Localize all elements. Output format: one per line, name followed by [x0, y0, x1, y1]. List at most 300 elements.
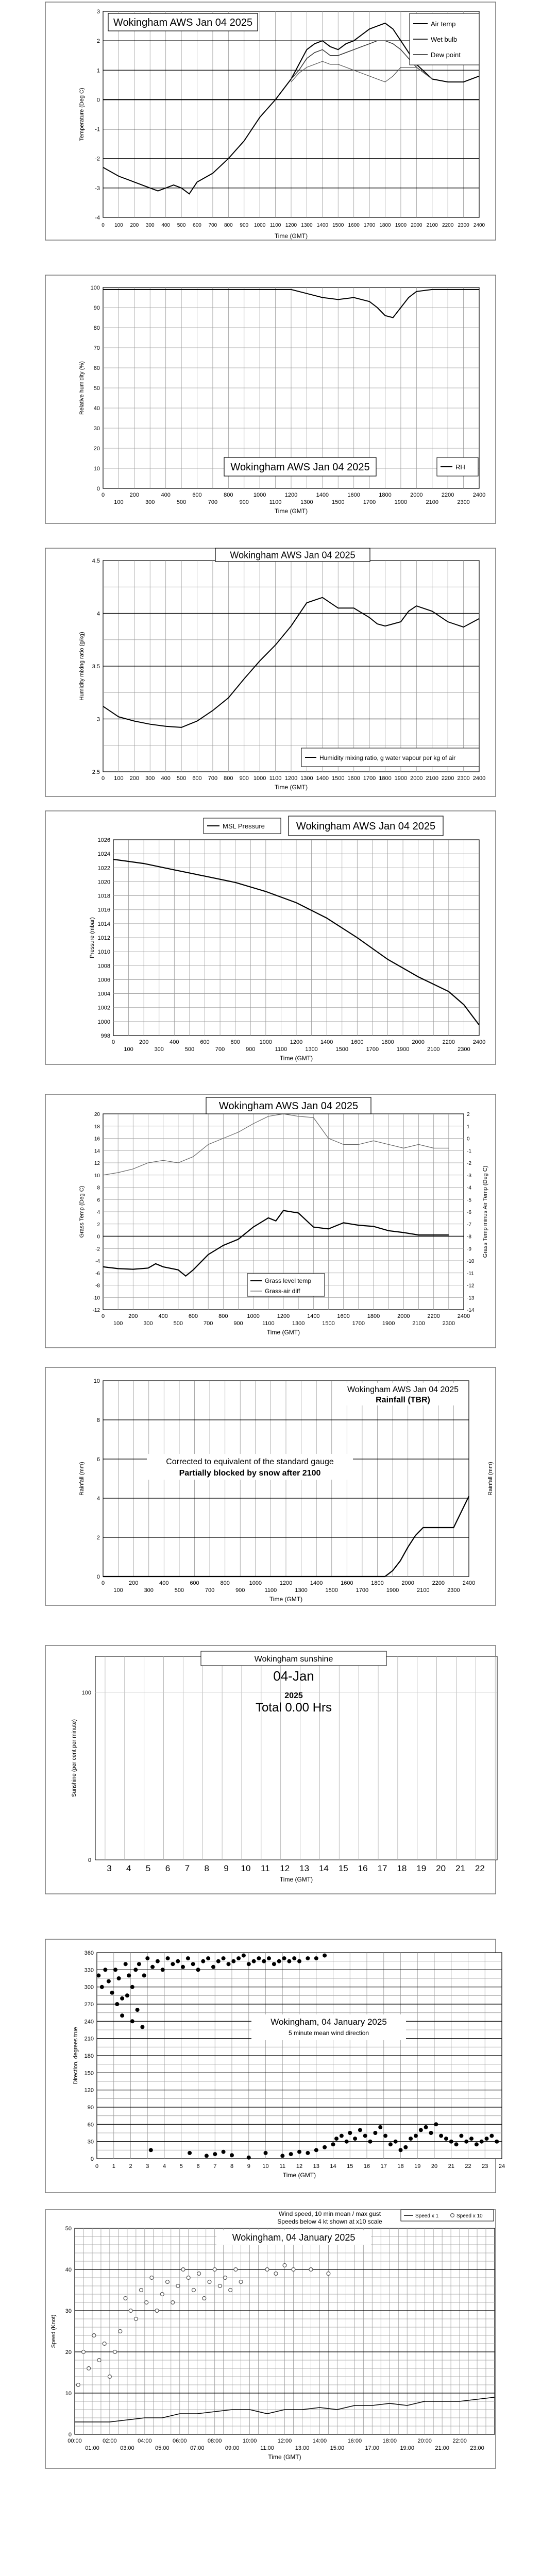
y-tick-label: -4 [95, 215, 100, 221]
y-tick-label: 2.5 [92, 769, 100, 775]
y-tick-label: 6 [97, 1197, 100, 1204]
x-tick-label: 900 [233, 1320, 243, 1327]
x-tick-label: 2000 [410, 775, 423, 782]
x-tick-label: 1500 [335, 1046, 348, 1053]
y-tick-label: -3 [95, 185, 100, 192]
y-tick-label: 1014 [97, 921, 110, 927]
wind-direction-point [176, 1959, 180, 1963]
legend-swatch [451, 2214, 454, 2217]
y-tick-label: 1000 [97, 1019, 110, 1025]
x-tick-label: 200 [139, 1039, 149, 1045]
y-tick-label: -8 [467, 1234, 471, 1240]
y-tick-label: 6 [96, 1456, 100, 1463]
x-tick-label: 1800 [371, 1580, 384, 1586]
y-axis-label: Temperature (Deg C) [79, 88, 85, 141]
x-tick-label: 19:00 [400, 2445, 414, 2451]
wind-direction-point [115, 2002, 119, 2006]
x-tick-label: 14 [330, 2163, 336, 2170]
y-tick-label: -8 [95, 1283, 100, 1289]
y-tick-label: 10 [94, 1173, 100, 1179]
x-tick-label: 2200 [441, 492, 454, 498]
y-tick-label: 0 [96, 486, 100, 492]
x-tick-label: 2200 [432, 1580, 445, 1586]
x-tick-label: 9 [224, 1863, 229, 1873]
wind-direction-point [120, 2013, 124, 2018]
y-tick-label: 2 [96, 38, 100, 45]
x-tick-label: 1100 [264, 1587, 277, 1594]
wind-direction-point [120, 1996, 124, 2001]
x-tick-label: 2000 [397, 1313, 410, 1319]
x-tick-label: 05:00 [155, 2445, 170, 2451]
x-tick-label: 300 [143, 1320, 153, 1327]
wind-speed-chart [0, 2208, 541, 2470]
wind-direction-point [331, 2142, 335, 2146]
wind-direction-point [297, 1959, 301, 1963]
y-tick-label: 50 [93, 385, 100, 392]
x-tick-label: 1300 [295, 1587, 308, 1594]
x-tick-label: 2300 [447, 1587, 460, 1594]
x-tick-label: 1200 [284, 492, 298, 498]
x-tick-label: 01:00 [85, 2445, 99, 2451]
x-tick-label: 19 [414, 2163, 421, 2170]
speed-x10-point [92, 2334, 96, 2337]
x-tick-label: 2 [129, 2163, 132, 2170]
y-tick-label: 80 [93, 325, 100, 331]
mixing-ratio-chart [0, 546, 541, 799]
x-axis-label: Time (GMT) [274, 232, 308, 240]
x-tick-label: 2400 [457, 1313, 470, 1319]
wind-direction-point [100, 1985, 104, 1989]
x-tick-label: 17 [377, 1863, 387, 1873]
x-tick-label: 2400 [462, 1580, 476, 1586]
humidity-chart-panel [0, 273, 541, 526]
x-tick-label: 1300 [300, 775, 313, 782]
x-tick-label: 700 [205, 1587, 215, 1594]
x-tick-label: 16 [358, 1863, 368, 1873]
x-tick-label: 3 [107, 1863, 112, 1873]
wind-direction-point [130, 2019, 134, 2023]
y-tick-label: 20 [65, 2349, 72, 2355]
x-tick-label: 18:00 [382, 2438, 397, 2444]
sunshine-chart [0, 1643, 541, 1896]
y-tick-label: 12 [94, 1161, 100, 1166]
x-tick-label: 300 [145, 223, 155, 228]
x-tick-label: 11 [279, 2163, 285, 2170]
y-tick-label: 70 [93, 345, 100, 351]
wind-direction-point [133, 1968, 138, 1972]
speed-x10-point [113, 2350, 117, 2354]
x-tick-label: 900 [246, 1046, 256, 1053]
speed-x10-point [208, 2280, 211, 2284]
wind-direction-point [469, 2137, 474, 2141]
x-tick-label: 1400 [316, 775, 329, 782]
x-tick-label: 7 [184, 1863, 190, 1873]
y-axis-label: Grass Temp (Deg C) [79, 1185, 85, 1238]
legend-label: Humidity mixing ratio, g water vapour per kg of air [319, 754, 456, 761]
y-tick-label: -6 [95, 1270, 100, 1277]
chart-title: Wokingham AWS Jan 04 2025 [347, 1385, 459, 1394]
wind-direction-point [231, 1959, 235, 1963]
annotation-line: Partially blocked by snow after 2100 [179, 1469, 321, 1478]
x-tick-label: 900 [239, 775, 249, 782]
x-tick-label: 10 [262, 2163, 269, 2170]
speed-x10-point [150, 2276, 154, 2280]
y-tick-label: -12 [467, 1283, 475, 1289]
x-tick-label: 400 [159, 1580, 169, 1586]
temperature-chart-panel [0, 0, 541, 242]
wind-direction-point [125, 1993, 129, 1997]
wind-direction-point [124, 1962, 128, 1966]
speed-x10-point [176, 2284, 180, 2288]
x-tick-label: 18 [397, 2163, 404, 2170]
x-tick-label: 13:00 [295, 2445, 310, 2451]
wind-direction-point [378, 2125, 382, 2129]
x-tick-label: 1500 [332, 499, 345, 505]
x-tick-label: 11:00 [260, 2445, 274, 2451]
wind-direction-point [272, 1962, 276, 1966]
wind-direction-point [475, 2142, 479, 2146]
speed-x10-point [97, 2359, 101, 2362]
legend-label: Speed x 1 [415, 2213, 439, 2219]
x-tick-label: 1000 [259, 1039, 273, 1045]
x-tick-label: 400 [161, 492, 171, 498]
wind-direction-point [480, 2140, 484, 2144]
x-axis-label: Time (GMT) [282, 2172, 316, 2179]
x-tick-label: 800 [218, 1313, 228, 1319]
y-tick-label: 20 [94, 1112, 100, 1117]
wind-direction-point [464, 2140, 468, 2144]
rainfall-chart-panel [0, 1365, 541, 1607]
speed-x10-point [283, 2264, 286, 2267]
x-tick-label: 900 [239, 499, 249, 505]
y-tick-label: 10 [93, 1378, 100, 1384]
x-tick-label: 2200 [442, 223, 454, 228]
wind-direction-point [196, 1968, 200, 1972]
y-tick-label: 16 [94, 1136, 100, 1142]
wind-direction-point [188, 2151, 192, 2155]
x-tick-label: 2100 [417, 1587, 430, 1594]
x-tick-label: 1400 [316, 223, 328, 228]
x-tick-label: 12 [296, 2163, 303, 2170]
wind-direction-point [489, 2134, 494, 2138]
x-tick-label: 1400 [316, 492, 329, 498]
wind-direction-chart-panel [0, 1937, 541, 2195]
x-tick-label: 2100 [426, 223, 438, 228]
wind-direction-point [459, 2134, 463, 2138]
wind-direction-point [236, 1956, 241, 1960]
chart-year: 2025 [284, 1691, 303, 1700]
wind-direction-point [306, 1956, 310, 1960]
y-tick-label: 1 [467, 1124, 470, 1130]
x-tick-label: 0 [102, 223, 105, 228]
wind-direction-point [388, 2142, 393, 2146]
x-tick-label: 24 [498, 2163, 505, 2170]
wind-direction-point [306, 2151, 310, 2155]
humidity-chart [0, 273, 541, 526]
x-tick-label: 1500 [332, 775, 345, 782]
x-tick-label: 2300 [442, 1320, 455, 1327]
x-tick-label: 1900 [394, 499, 408, 505]
x-tick-label: 21 [455, 1863, 465, 1873]
wind-direction-point [110, 1991, 114, 1995]
chart-title: Wokingham AWS Jan 04 2025 [218, 1100, 359, 1112]
x-tick-label: 1200 [284, 775, 298, 782]
y-tick-label: 4 [96, 611, 100, 617]
x-tick-label: 10:00 [242, 2438, 257, 2444]
wind-direction-point [314, 1956, 318, 1960]
y-axis-label: Speed (Knot) [50, 2314, 57, 2348]
chart-title: Wokingham, 04 January 2025 [232, 2232, 356, 2243]
y-axis-label: Pressure (mbar) [89, 917, 95, 958]
y-tick-label: 1020 [97, 879, 110, 886]
x-tick-label: 5 [179, 2163, 183, 2170]
wind-direction-point [323, 2145, 327, 2149]
x-tick-label: 14:00 [312, 2438, 327, 2444]
wind-direction-point [297, 2150, 301, 2154]
x-tick-label: 800 [224, 223, 233, 228]
x-tick-label: 12 [280, 1863, 290, 1873]
y-axis-label: Rainfall (mm) [487, 1462, 494, 1496]
speed-x10-point [145, 2301, 148, 2304]
wind-direction-point [127, 1973, 131, 1977]
y-tick-label: 0 [68, 2432, 72, 2438]
x-tick-label: 1500 [332, 223, 344, 228]
x-tick-label: 06:00 [172, 2438, 187, 2444]
y-axis-label: Rainfall (mm) [79, 1462, 85, 1496]
y-tick-label: 330 [84, 1967, 94, 1974]
x-tick-label: 2100 [427, 1046, 440, 1053]
y-tick-label: -2 [95, 1246, 100, 1252]
x-tick-label: 1600 [347, 775, 360, 782]
speed-x10-point [265, 2268, 269, 2272]
y-tick-label: 1024 [97, 851, 110, 858]
x-tick-label: 2400 [472, 492, 486, 498]
x-tick-label: 1000 [247, 1313, 260, 1319]
y-tick-label: -4 [95, 1259, 100, 1264]
x-tick-label: 600 [190, 1580, 199, 1586]
y-tick-label: 0 [96, 1574, 100, 1580]
x-tick-label: 400 [161, 223, 171, 228]
chart-title: Wokingham AWS Jan 04 2025 [230, 462, 370, 473]
chart-subtitle: Rainfall (TBR) [376, 1396, 430, 1404]
speed-x10-point [76, 2383, 80, 2387]
x-tick-label: 1700 [352, 1320, 365, 1327]
x-tick-label: 14 [318, 1863, 329, 1873]
wind-direction-point [267, 1956, 271, 1960]
wind-direction-point [368, 2140, 373, 2144]
x-tick-label: 21:00 [435, 2445, 449, 2451]
pressure-chart [0, 809, 541, 1066]
x-tick-label: 0 [111, 1039, 115, 1045]
wind-direction-point [439, 2134, 443, 2138]
x-axis-label: Time (GMT) [269, 1596, 303, 1603]
x-axis-label: Time (GMT) [268, 2453, 301, 2461]
x-tick-label: 1000 [254, 223, 266, 228]
x-tick-label: 19 [416, 1863, 427, 1873]
speed-x10-point [181, 2268, 185, 2272]
wind-direction-point [403, 2145, 408, 2149]
x-tick-label: 21 [448, 2163, 454, 2170]
x-tick-label: 7 [213, 2163, 217, 2170]
x-tick-label: 2400 [473, 223, 485, 228]
wind-direction-point [206, 1956, 210, 1960]
chart-title: Wokingham AWS Jan 04 2025 [113, 17, 253, 28]
y-tick-label: 10 [93, 466, 100, 472]
y-tick-label: 2 [97, 1222, 100, 1228]
x-tick-label: 2100 [426, 775, 438, 782]
y-axis-label: Humidity mixing ratio (g/kg) [79, 632, 85, 701]
y-tick-label: 998 [100, 1033, 110, 1039]
x-tick-label: 2300 [457, 499, 470, 505]
legend-label: Grass level temp [265, 1277, 312, 1284]
wind-direction-point [205, 2154, 209, 2158]
x-tick-label: 1800 [379, 775, 392, 782]
x-tick-label: 500 [177, 223, 186, 228]
x-tick-label: 2200 [442, 1039, 455, 1045]
y-tick-label: 150 [84, 2070, 94, 2077]
grass-temp-chart [0, 1092, 541, 1350]
y-tick-label: 1018 [97, 893, 110, 900]
y-tick-label: 14 [94, 1148, 100, 1155]
x-tick-label: 1700 [356, 1587, 369, 1594]
wind-direction-point [145, 1956, 149, 1960]
y-tick-label: 300 [84, 1984, 94, 1991]
y-tick-label: 0 [88, 1857, 91, 1863]
y-axis-label: Relative humidity (%) [79, 361, 85, 415]
x-tick-label: 23:00 [470, 2445, 484, 2451]
x-tick-label: 600 [200, 1039, 210, 1045]
annotation-line: Corrected to equivalent of the standard gauge [166, 1458, 334, 1466]
y-tick-label: 30 [93, 426, 100, 432]
x-tick-label: 07:00 [190, 2445, 205, 2451]
speed-x10-point [134, 2317, 138, 2321]
x-tick-label: 18 [397, 1863, 407, 1873]
x-tick-label: 1700 [366, 1046, 379, 1053]
x-tick-label: 2400 [472, 1039, 486, 1045]
x-tick-label: 2300 [458, 223, 469, 228]
x-tick-label: 1300 [300, 499, 313, 505]
x-tick-label: 1800 [381, 1039, 394, 1045]
y-tick-label: -13 [467, 1295, 475, 1301]
wind-direction-point [137, 1962, 141, 1966]
x-tick-label: 2000 [410, 492, 423, 498]
y-tick-label: -5 [467, 1197, 471, 1204]
x-tick-label: 16 [363, 2163, 370, 2170]
rainfall-chart [0, 1365, 541, 1607]
wind-direction-point [156, 1959, 160, 1963]
chart-subtitle: Wind speed, 10 min mean / max gust [278, 2210, 381, 2217]
speed-x10-point [224, 2276, 227, 2280]
speed-x10-point [197, 2272, 201, 2276]
wind-direction-point [314, 2148, 318, 2152]
x-tick-label: 15:00 [330, 2445, 345, 2451]
speed-x10-point [103, 2342, 106, 2346]
wind-direction-point [340, 2134, 344, 2138]
y-tick-label: 3 [96, 9, 100, 15]
wind-direction-chart [0, 1937, 541, 2195]
speed-x10-point [234, 2268, 238, 2272]
wind-direction-point [444, 2137, 448, 2141]
wind-direction-point [242, 1954, 246, 1958]
wind-direction-point [292, 1956, 296, 1960]
x-tick-label: 13 [299, 1863, 310, 1873]
y-tick-label: 100 [81, 1690, 91, 1696]
wind-direction-point [424, 2125, 428, 2129]
x-tick-label: 1600 [341, 1580, 353, 1586]
x-tick-label: 1400 [320, 1039, 333, 1045]
x-tick-label: 800 [220, 1580, 230, 1586]
x-tick-label: 300 [144, 1587, 154, 1594]
x-tick-label: 100 [124, 1046, 133, 1053]
wind-direction-point [181, 1965, 185, 1969]
y-tick-label: 4 [96, 1496, 100, 1502]
x-tick-label: 1700 [363, 499, 376, 505]
y-tick-label: 3.5 [92, 664, 100, 670]
y-tick-label: 0 [467, 1136, 470, 1142]
y-tick-label: 3 [96, 716, 100, 723]
x-tick-label: 22 [465, 2163, 471, 2170]
y-tick-label: -1 [467, 1148, 471, 1155]
x-tick-label: 700 [208, 499, 218, 505]
y-tick-label: 8 [97, 1185, 100, 1191]
x-tick-label: 2000 [412, 1039, 425, 1045]
x-tick-label: 1800 [379, 223, 391, 228]
x-tick-label: 04:00 [138, 2438, 152, 2444]
wind-direction-point [142, 1973, 146, 1977]
y-tick-label: 270 [84, 2002, 94, 2008]
x-tick-label: 1400 [307, 1313, 320, 1319]
x-tick-label: 700 [203, 1320, 213, 1327]
wind-direction-point [213, 2152, 217, 2156]
y-tick-label: -14 [467, 1308, 475, 1313]
y-tick-label: 40 [65, 2267, 72, 2273]
x-tick-label: 11 [261, 1863, 270, 1873]
wind-direction-point [230, 2153, 234, 2157]
y-tick-label: 40 [93, 405, 100, 412]
y-tick-label: -9 [467, 1246, 471, 1252]
x-tick-label: 5 [145, 1863, 151, 1873]
x-tick-label: 600 [193, 223, 201, 228]
wind-direction-point [186, 1956, 190, 1960]
y-tick-label: -4 [467, 1185, 471, 1191]
wind-direction-point [201, 1959, 205, 1963]
x-tick-label: 2300 [458, 1046, 470, 1053]
chart-title: Wokingham sunshine [254, 1655, 333, 1664]
x-tick-label: 1200 [285, 223, 297, 228]
wind-direction-point [429, 2131, 433, 2135]
y-tick-label: 1016 [97, 907, 110, 913]
speed-x10-point [129, 2309, 132, 2313]
x-tick-label: 200 [129, 775, 140, 782]
y-tick-label: -7 [467, 1222, 471, 1228]
x-tick-label: 1900 [382, 1320, 395, 1327]
wind-direction-point [434, 2122, 438, 2126]
speed-x10-point [192, 2289, 195, 2292]
speed-x10-point [218, 2284, 222, 2288]
y-tick-label: 10 [65, 2391, 72, 2397]
speed-x10-point [108, 2375, 111, 2379]
chart-title: Wokingham AWS Jan 04 2025 [230, 550, 356, 561]
y-tick-label: 18 [94, 1124, 100, 1130]
speed-x10-point [309, 2268, 313, 2272]
x-tick-label: 1600 [348, 223, 360, 228]
x-tick-label: 400 [170, 1039, 179, 1045]
chart-subtitle: Speeds below 4 kt shown at x10 scale [277, 2218, 382, 2225]
x-tick-label: 2100 [412, 1320, 425, 1327]
y-tick-label: -6 [467, 1210, 471, 1215]
x-tick-label: 100 [113, 1320, 123, 1327]
speed-x10-point [87, 2367, 91, 2370]
